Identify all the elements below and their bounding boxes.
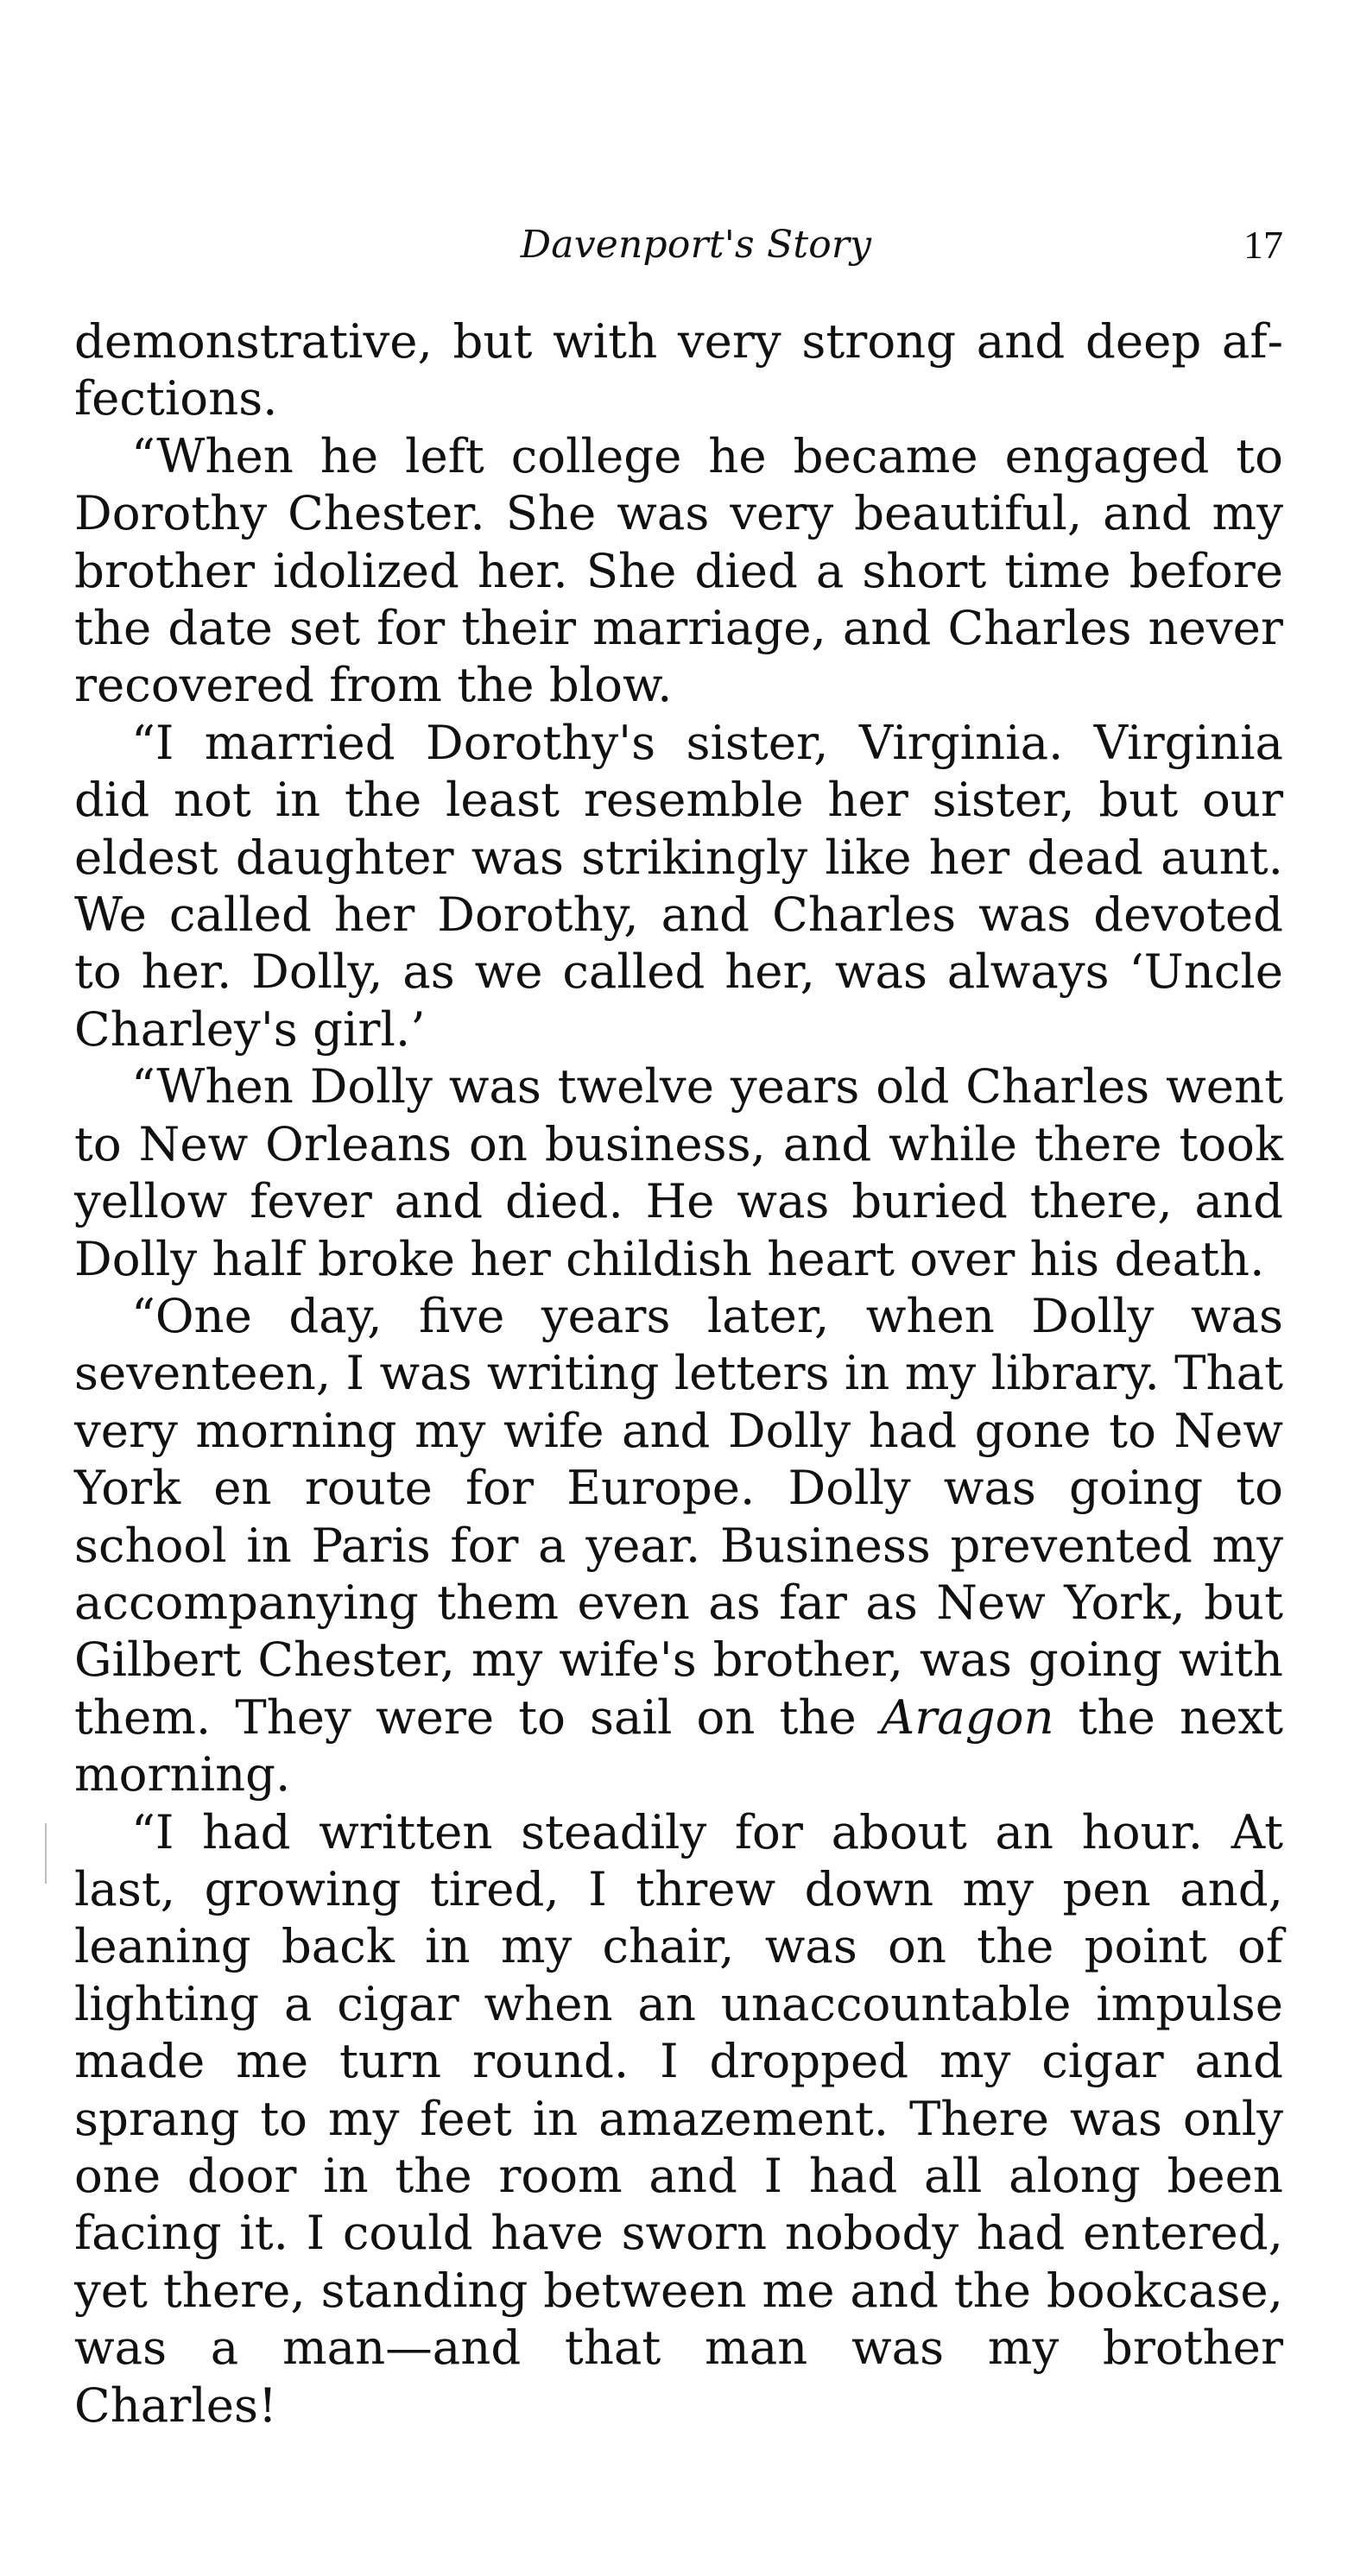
running-head	[74, 219, 1283, 280]
paragraph-engagement: “When he left college he became engaged to Dorothy Chester. She was very beautiful, and my brother idolized her. She died a short time before the date set for their marriage, and Charles never recovered from the blow.	[74, 427, 1283, 713]
paragraph-new-orleans: “When Dolly was twelve years old Charles went to New Orleans on business, and while there took yellow fever and died. He was buried there, and Dolly half broke her childish heart over his death.	[74, 1058, 1283, 1286]
running-title: Davenport's Story	[520, 223, 872, 267]
paragraph-text-before-ship: “One day, five years later, when Dolly was seventeen, I was writing letters in my library. That very morning my wife and Dolly had gone to New York en route for Europe. Dolly was going to school in Paris for a year. Business prevented my accompanying them even as far as New York, but Gilbert Chester, my wife's brother, was going with them. They were to sail on the	[74, 1287, 1283, 1745]
paragraph-apparition: “I had written steadily for about an hour. At last, growing tired, I threw down my pen and, leaning back in my chair, was on the point of lighting a cigar when an unaccountable impulse made me turn round. I dropped my cigar and sprang to my feet in amazement. There was only one door in the room and I had all along been facing it. I could have sworn nobody had entered, yet there, standing between me and the bookcase, was a man—and that man was my brother Charles!	[74, 1803, 1283, 2433]
margin-scan-mark	[45, 1823, 47, 1884]
page-number: 17	[1243, 223, 1283, 267]
body-text	[74, 313, 1283, 2434]
paragraph-marriage: “I married Dorothy's sister, Virginia. Virginia did not in the least resemble her sister, but our eldest daughter was strikingly like her dead aunt. We called her Dorothy, and Charles was devoted to her. Dolly, as we called her, was always ‘Uncle Charley's girl.’	[74, 714, 1283, 1057]
ship-name: Aragon	[880, 1689, 1054, 1745]
paragraph-text-after-ship: the next morning.	[74, 1689, 1283, 1803]
paragraph-continuation: demonstrative, but with very strong and deep affections.	[74, 313, 1283, 426]
paragraph-five-years-later	[74, 1287, 1283, 1803]
